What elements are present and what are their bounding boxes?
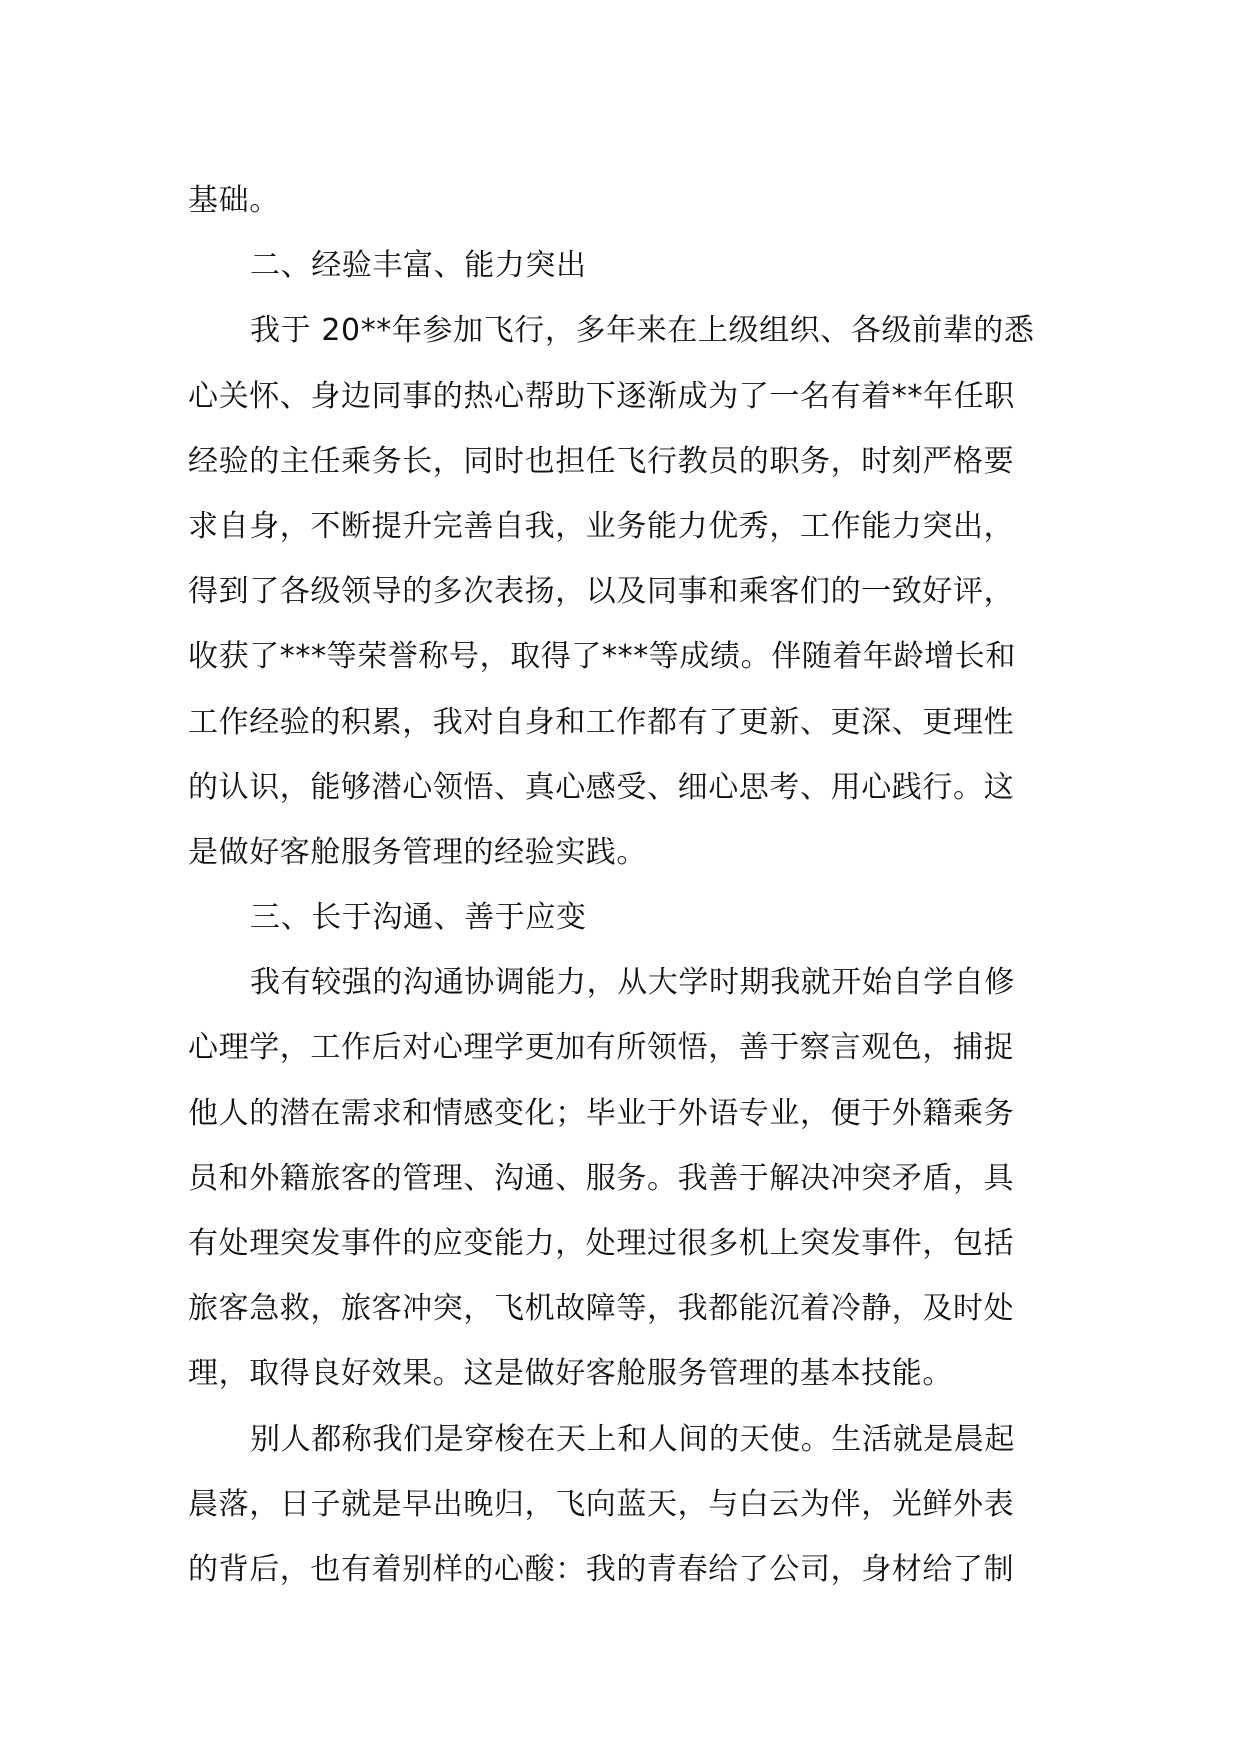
paragraph-line: 求自身，不断提升完善自我，业务能力优秀，工作能力突出， <box>188 508 1015 544</box>
paragraph-line: 晨落，日子就是早出晚归，飞向蓝天，与白云为伴，光鲜外表 <box>188 1486 1015 1522</box>
paragraph-line: 我于 20**年参加飞行，多年来在上级组织、各级前辈的悉 <box>250 313 1035 349</box>
paragraph-line: 的背后，也有着别样的心酸：我的青春给了公司，身材给了制 <box>188 1551 1015 1587</box>
paragraph-line: 旅客急救，旅客冲突，飞机故障等，我都能沉着冷静，及时处 <box>188 1291 1015 1327</box>
paragraph-line: 有处理突发事件的应变能力，处理过很多机上突发事件，包括 <box>188 1226 1015 1261</box>
paragraph-line: 心理学，工作后对心理学更加有所领悟，善于察言观色，捕捉 <box>188 1030 1015 1066</box>
section-heading-experience: 二、经验丰富、能力突出 <box>250 248 587 284</box>
paragraph-line: 经验的主任乘务长，同时也担任飞行教员的职务，时刻严格要 <box>188 443 1015 479</box>
paragraph-line: 心关怀、身边同事的热心帮助下逐渐成为了一名有着**年任职 <box>188 378 1015 414</box>
document-page <box>188 168 1058 1602</box>
paragraph-line: 是做好客舱服务管理的经验实践。 <box>188 834 647 870</box>
paragraph-line: 我有较强的沟通协调能力，从大学时期我就开始自学自修 <box>250 965 1015 1001</box>
paragraph-line: 收获了***等荣誉称号，取得了***等成绩。伴随着年龄增长和 <box>188 639 1016 675</box>
paragraph-line: 得到了各级领导的多次表扬，以及同事和乘客们的一致好评， <box>188 574 1015 610</box>
section-heading-communication: 三、长于沟通、善于应变 <box>250 900 587 936</box>
paragraph-line: 基础。 <box>188 183 280 218</box>
paragraph-line: 的认识，能够潜心领悟、真心感受、细心思考、用心践行。这 <box>188 769 1015 805</box>
paragraph-line: 员和外籍旅客的管理、沟通、服务。我善于解决冲突矛盾，具 <box>188 1160 1015 1196</box>
paragraph-line: 理，取得良好效果。这是做好客舱服务管理的基本技能。 <box>188 1356 953 1392</box>
paragraph-line: 工作经验的积累，我对自身和工作都有了更新、更深、更理性 <box>188 704 1015 740</box>
paragraph-line: 他人的潜在需求和情感变化；毕业于外语专业，便于外籍乘务 <box>188 1095 1015 1131</box>
paragraph-line: 别人都称我们是穿梭在天上和人间的天使。生活就是晨起 <box>250 1421 1015 1457</box>
